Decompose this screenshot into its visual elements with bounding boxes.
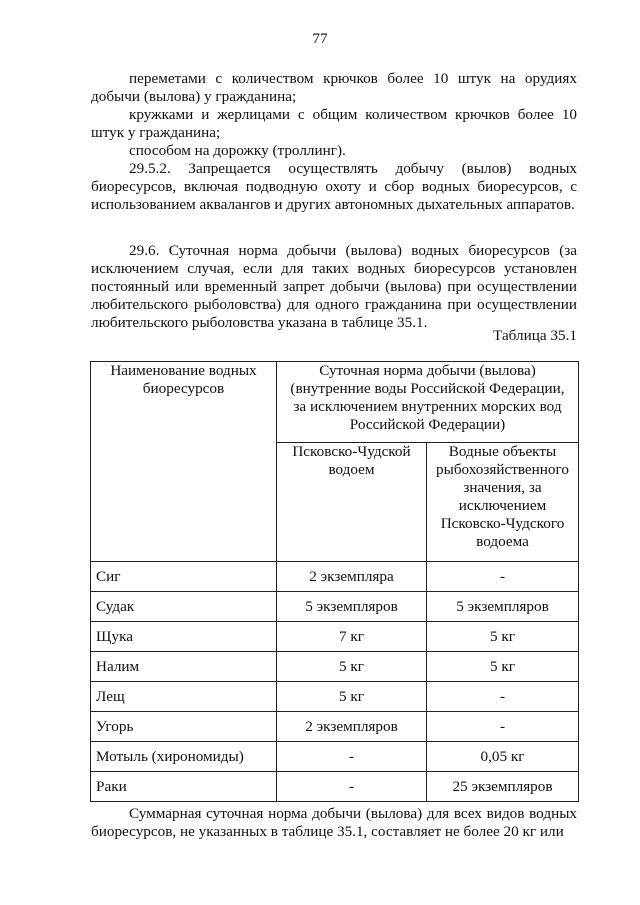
- norm-other: 5 экземпляров: [427, 592, 579, 622]
- species-name: Щука: [91, 622, 277, 652]
- species-name: Мотыль (хирономиды): [91, 742, 277, 772]
- header-pskov-chudskoy: Псковско-Чудской водоем: [277, 443, 427, 562]
- table-row: [91, 652, 579, 682]
- species-name: Сиг: [91, 562, 277, 592]
- paragraph-circles: кружками и жерлицами с общим количеством крючков более 10 штук у гражданина;: [91, 106, 577, 141]
- table-row: [91, 622, 579, 652]
- paragraph-longlines: переметами с количеством крючков более 10 штук на орудиях добычи (вылова) у гражданина;: [91, 70, 577, 105]
- norm-pskov: 5 кг: [277, 652, 427, 682]
- table-header-row: [91, 362, 579, 443]
- norm-other: 0,05 кг: [427, 742, 579, 772]
- catch-norm-table: [90, 361, 579, 802]
- norm-pskov: -: [277, 742, 427, 772]
- header-other-water-bodies: Водные объекты рыбохозяйственного значения, за исключением Псковско-Чудского водоема: [427, 443, 579, 562]
- norm-other: 5 кг: [427, 622, 579, 652]
- paragraph-29-5-2: 29.5.2. Запрещается осуществлять добычу (вылов) водных биоресурсов, включая подводную охоту и сбор водных биоресурсов, с использованием аквалангов и других автономных дыхательных аппаратов.: [91, 160, 577, 213]
- paragraph-trolling: способом на дорожку (троллинг).: [129, 142, 346, 159]
- table-row: [91, 682, 579, 712]
- norm-other: -: [427, 712, 579, 742]
- table-row: [91, 742, 579, 772]
- table-row: [91, 562, 579, 592]
- header-species-name: Наименование водных биоресурсов: [91, 362, 277, 562]
- species-name: Налим: [91, 652, 277, 682]
- norm-pskov: 2 экземпляров: [277, 712, 427, 742]
- table-row: [91, 592, 579, 622]
- norm-other: 5 кг: [427, 652, 579, 682]
- norm-other: -: [427, 682, 579, 712]
- norm-pskov: 5 кг: [277, 682, 427, 712]
- species-name: Лещ: [91, 682, 277, 712]
- paragraph-total-norm: Суммарная суточная норма добычи (вылова) для всех видов водных биоресурсов, не указанных в таблице 35.1, составляет не более 20 кг или: [91, 805, 577, 840]
- table-caption: Таблица 35.1: [493, 327, 577, 344]
- species-name: Судак: [91, 592, 277, 622]
- table-row: [91, 772, 579, 802]
- norm-pskov: -: [277, 772, 427, 802]
- paragraph-29-6: 29.6. Суточная норма добычи (вылова) водных биоресурсов (за исключением случая, если для таких водных биоресурсов установлен постоянный или временный запрет добычи (вылова) при осуществлении любительского рыболовства) для одного гражданина при осуществлении любительского рыболовства указана в таблице 35.1.: [91, 242, 577, 331]
- norm-pskov: 2 экземпляра: [277, 562, 427, 592]
- norm-other: -: [427, 562, 579, 592]
- norm-pskov: 5 экземпляров: [277, 592, 427, 622]
- species-name: Угорь: [91, 712, 277, 742]
- norm-other: 25 экземпляров: [427, 772, 579, 802]
- header-daily-norm: Суточная норма добычи (вылова) (внутренние воды Российской Федерации, за исключением внутренних морских вод Российской Федерации): [277, 362, 579, 443]
- table-row: [91, 712, 579, 742]
- norm-pskov: 7 кг: [277, 622, 427, 652]
- page-number: 77: [312, 30, 328, 47]
- species-name: Раки: [91, 772, 277, 802]
